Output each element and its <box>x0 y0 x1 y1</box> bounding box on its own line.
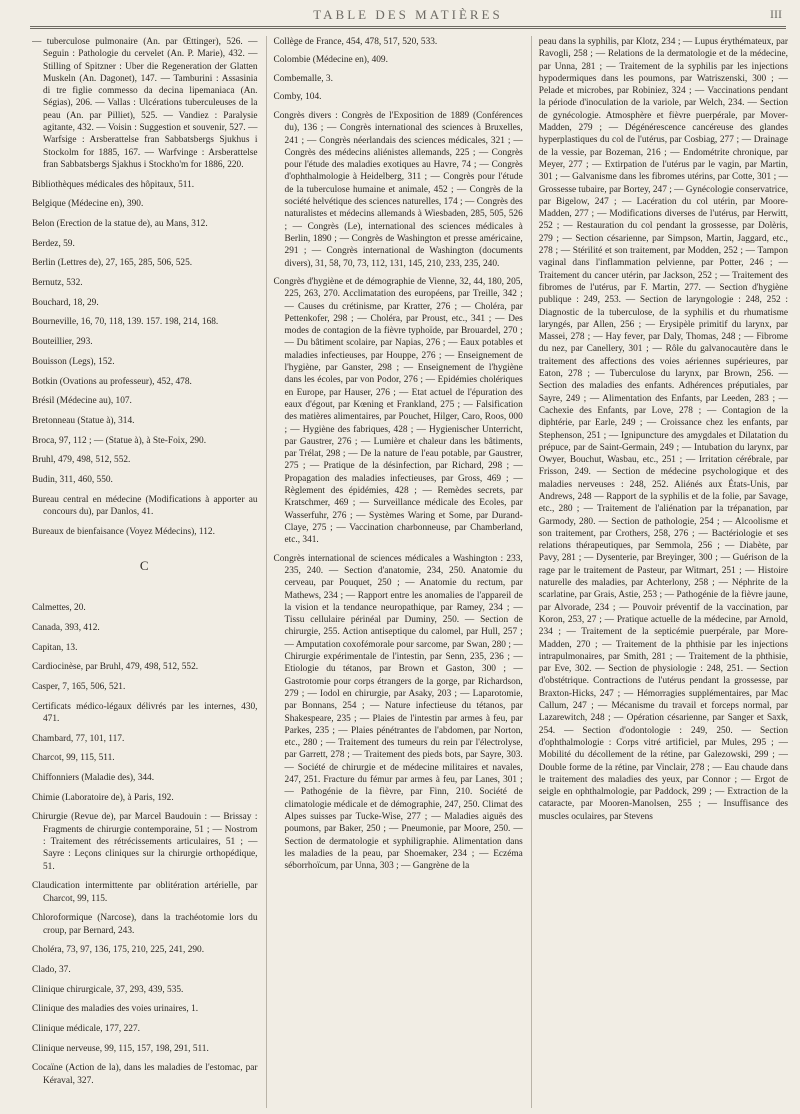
index-entry: Bouchard, 18, 29. <box>32 297 99 308</box>
index-entry: Bourneville, 16, 70, 118, 139. 157. 198, 214, 168. <box>32 317 219 328</box>
index-entry: Canada, 393, 412. <box>32 622 100 633</box>
index-entry: Bureau central en médecine (Modifications à apporter au concours du), par Danlos, 41. <box>32 494 258 517</box>
index-entry: Clinique nerveuse, 99, 115, 157, 198, 291, 511. <box>32 1043 209 1054</box>
right-column <box>531 36 788 1108</box>
index-entry: Capitan, 13. <box>32 642 78 653</box>
index-entry: Botkin (Ovations au professeur), 452, 478. <box>32 376 192 387</box>
index-entry: Bretonneau (Statue à), 314. <box>32 415 135 426</box>
index-entry: Chirurgie (Revue de), par Marcel Baudouin : — Brissay : Fragments de chirurgie contemporaine, 51 ; — Nostrom : Traitement des rétrécissements articulaires, 51 ; — Sayre : Leçons cliniques sur la chirurgie orthopédique, 51. <box>32 812 258 872</box>
index-entry: Clado, 37. <box>32 964 71 975</box>
index-entry: Comby, 104. <box>273 92 322 103</box>
running-header <box>30 4 786 29</box>
index-entry: Congrès divers : Congrès de l'Exposition de 1889 (Conférences du), 136 ; — Congrès international des sciences à Bruxelles, 241 ; — Congrès néerlandais des sciences médicales, 321 ; — Congrès des médecins aliénistes allemands, 225 ; — Congrès pour l'étude des maladies exotiques au Havre, 74 ; — Congrès d'ophthalmologie à Heidelberg, 311 ; — Congrès pour l'étude de la tuberculose humaine et animale, 452 ; — Congrès de la société helvétique des sciences naturelles, 174 ; — Congrès des naturalistes et médecins allemands à Wiesbaden, 285, 505, 526 ; — Congrès (Le), international des sciences médicales à Berlin, 1890 ; — Congrès de Washington et presse américaine, 291 ; — Congrès international de Washington (documents divers), 31, 58, 70, 73, 112, 131, 145, 210, 233, 235, 240. <box>273 110 523 269</box>
index-entry: Broca, 97, 112 ; — (Statue à), à Ste-Foix, 290. <box>32 435 207 446</box>
index-entry: Chiffonniers (Maladie des), 344. <box>32 773 155 784</box>
index-entry: Cocaïne (Action de la), dans les maladies de l'estomac, par Kéraval, 327. <box>32 1063 258 1086</box>
index-entry: Brésil (Médecine au), 107. <box>32 396 132 407</box>
index-entry: Combemalle, 3. <box>273 73 333 84</box>
index-entry: Belon (Erection de la statue de), au Mans, 312. <box>32 219 208 230</box>
index-entry: Berlin (Lettres de), 27, 165, 285, 506, 525. <box>32 258 193 269</box>
index-entry: Certificats médico-légaux délivrés par les internes, 430, 471. <box>32 701 258 724</box>
left-column <box>32 36 258 1108</box>
index-columns <box>32 36 788 1108</box>
index-entry: Charcot, 99, 115, 511. <box>32 753 115 764</box>
index-entry: Chloroformique (Narcose), dans la trachéotomie lors du croup, par Bernard, 243. <box>32 913 258 936</box>
index-entry: Claudication intermittente par oblitération artérielle, par Charcot, 99, 115. <box>32 881 258 904</box>
index-entry: Bruhl, 479, 498, 512, 552. <box>32 455 131 466</box>
index-entry: Bouteillier, 293. <box>32 337 93 348</box>
middle-column <box>266 36 523 1108</box>
index-entry: Cardiocinèse, par Bruhl, 479, 498, 512, 552. <box>32 662 199 673</box>
left-entries-bottom <box>32 602 258 1087</box>
index-entry: Casper, 7, 165, 506, 521. <box>32 681 126 692</box>
index-entry: Calmettes, 20. <box>32 603 86 614</box>
index-entry: — tuberculose pulmonaire (An. par Œttinger), 526. — Seguin : Pathologie du cervelet (An. P. Marie), 432. — Stilling of Spitzner : Uber die Regeneration der Glatten Muskeln (An. Dagonet), 147. — Tamburini : Assasinia di tre figlie commesso da decina lipemaniaca (An. Ségias), 206. — Vallas : Ulcérations tuberculeuses de la peau (An. par Pilliet), 525. — Vandiez : Paralysie agitante, 432. — Voisin : Suggestion et souvenir, 527. — Warfsige : Arsberattelse fran Sabbatsbergs Sjukhus i Stockolm for 1885, 167. — Warfvinge : Arsberattelse fran Sabbatsbergs Sjakhus i Stockho'm for 1886, 220. <box>32 37 258 170</box>
index-entry: peau dans la syphilis, par Klotz, 234 ; — Lupus érythémateux, par Ravogli, 258 ; — Relations de la dermatologie et de la médecine, par Unna, 281 ; — Traitement de la syphilis par les injections hypodermiques dans les poumons, par Watriszenski, 300 ; — Pelade et microbes, par Robiniez, 324 ; — Vaccinations pendant la période d'inoculation de la variole, par Welch, 234. — Section de gynécologie. Atmosphère et fièvre puerpérale, par Mover-Madden, 279 ; — Dégénérescence cancéreuse des glandes hyperplastiques du col de l'utérus, par Cosbiag, 277 ; — Drainage de la vessie, par Bozeman, 216 ; — Endométrite chronique, par Meyer, 277 ; — Extirpation de l'utérus par le vagin, par Martin, 301 ; — Galvanisme dans les fibromes utérins, par Cotte, 301 ; — Grossesse tubaire, par Bortey, 247 ; — Gynécologie conservatrice, par Bigelow, 247 ; — Lacération du col utérin, par Moore-Madden, 277 ; — Modifications diverses de l'utérus, par Herwitt, 252 ; — Restauration du col pendant la grossesse, par Dolèris, 279 ; — Section césarienne, par Simpson, Martin, Jaggard, etc., 278 ; — Stérilité et son traitement, par Modden, 252 ; — Tampon vaginal dans l'inflammation pelvienne, par Potter, 246 ; — Traitement du cancer utérin, par Jackson, 252 ; — Traitement des fibromes de l'utérus, par F. Martin, 277. — Section d'hygiène publique : 249, 253. — Section de laryngologie : 248, 252 : Diagnostic de la tuberculose, de la syphilis et du rhumatisme laryngés, par Allen, 256 ; — Erysipèle primitif du larynx, par Massei, 278 ; — Hay fever, par Daly, Thomas, 248 ; — Fibrome du nez, par Canellery, 301 ; — Rôle du galvanocautère dans le traitement des affections des voies aériennes supérieures, par Eaton, 278 ; — Tuberculose du larynx, par Brown, 256. — Section des maladies des enfants. Adhérences préputiales, par Sayre, 249 ; — Alimentation des Enfants, par Leeden, 283 ; — Cachexie des Enfants, par Love, 278 ; — Contagion de la diphtérie, par Earle, 249 ; — Croissance chez les enfants, par Stephenson, 251 ; — Ignipuncture des amygdales et Dilatation du prépuce, par de Saint-Germain, 249 ; — Intubation du larynx, par Owyer, Bouchut, Wasbau, etc., 251 ; — Irritation cérébrale, par Frisson, 249. — Section de médecine psychologique et des maladies nerveuses : 248, 252. Aliénés aux États-Unis, par Andrews, 248 — Rapport de la syphilis et de la folie, par Savage, etc., 280 ; — Traitement de l'aliénation par la trépanation, par Garmody, 280. — Section de pathologie, 254 ; — Alcoolisme et son traitement, par Crothers, 258, 276 ; — Bactériologie et ses relations thérapeutiques, par Semmola, 256 ; — Diabète, par Pavy, 281 ; — Dysenterie, par Breyinger, 300 ; — Guérison de la rage par le traitement de Pasteur, par Witmart, 251 ; — Histoire naturelle des maladies, par Achterlony, 258 ; — Néphrite de la scarlatine, par Grais, Astie, 253 ; — Pathogénie de la fièvre jaune, par Alvorade, 234 ; — Pouvoir préventif de la vaccination, par Koron, 253, 27 ; — Pratique actuelle de la médecine, par Arnold, 234 ; — Traitement de la septicémie puerpérale, par More-Madden, 270 ; — Traitement de la phthisie par les injections intrapulmonaires, par Smith, 281 ; — Traitement de la phthisie, par Eve, 302. — Section de physiologie : 248, 251. — Section d'obstétrique. Contractions de l'utérus pendant la grossesse, par Braxton-Hicks, 247 ; — Hémorragies supplémentaires, par Mac Callum, 247 ; — Mécanisme du travail et forceps normal, par Lazarewitch, 248 ; — Opération césarienne, par Sanger et Saxk, 254. — Section d'odontologie : 249, 250. — Section d'ophthalmologie : Corps vitré artificiel, par Mules, 295 ; — Mobilité du décollement de la rétine, par Galezowski, 299 ; — Double forme de la rétine, par Vinclair, 278 ; — Eau chaude dans le traitement des maladies des yeux, par Connor ; — Ergot de seigle en ophthalmologie, par Paddock, 299 ; — Extraction de la cataracte, par Mooren-Manolsen, 255 ; — Insuffisance des muscles oculaires, par Stevens <box>538 37 789 822</box>
index-entry: Colombie (Médecine en), 409. <box>273 55 388 66</box>
index-entry: Congrès international de sciences médicales a Washington : 233, 235, 240. — Section d'anatomie, 234, 250. Anatomie du cerveau, par Pouquet, 250 ; — Anatomie du rectum, par Mathews, 234 ; — Rapport entre les anomalies de l'appareil de la vision et la tendance neuropathique, par Ramey, 234 ; — Tissu cellulaire périnéal par Duminy, 250. — Section de chirurgie, 255. Action antiseptique du calomel, par Hull, 257 ; — Amputation coxofémorale pour sarcome, par Swan, 280 ; — Chirurgie expérimentale de l'intestin, par Senn, 235, 236 ; — Etiologie du tétanos, par Brown et Gaston, 300 ; — Gastrotomie pour corps étrangers de la gorge, par Richardson, 279 ; — Iodol en chirurgie, par Asaky, 203 ; — Laparotomie, par Bonnans, 254 ; — Nature infectieuse du tétanos, par Shakespeare, 235 ; — Plaies de l'intestin par armes à feu, par Parkes, 235 ; — Plaies pénétrantes de l'abdomen, par Norton, etc., 280 ; — Traitement des tumeurs du rein par l'électrolyse, par Garrett, 278 ; — Traitement des pieds bots, par Sayre, 303. — Société de chirurgie et de médecine militaires et navales, 247, 251. Fracture du fémur par armes à feu, par Lanes, 301 ; — Pathogénie de la fièvre, par Finn, 210. Société de climatologie médicale et de démographie, 247, 250. Climat des Alpes suisses par Tucke-Wise, 277 ; — Maladies aiguës des poumons, par Baker, 250 ; — Pneumonie, par Moore, 250. — Section de dermatologie et syphiligraphie. Alimentation dans les maladies de la peau, par Shoemaker, 234 ; — Eczéma séborrhoïcum, par Unna, 303 ; — Gangrène de la <box>273 553 523 872</box>
right-entries <box>539 36 788 823</box>
index-entry: Clinique des maladies des voies urinaires, 1. <box>32 1004 199 1015</box>
middle-entries <box>274 36 523 872</box>
index-entry: Bibliothèques médicales des hôpitaux, 511. <box>32 179 195 190</box>
index-entry: Choléra, 73, 97, 136, 175, 210, 225, 241, 290. <box>32 945 205 956</box>
index-entry: Chimie (Laboratoire de), à Paris, 192. <box>32 792 174 803</box>
index-entry: Belgique (Médecine en), 390. <box>32 199 144 210</box>
index-entry: Bouisson (Legs), 152. <box>32 356 115 367</box>
index-entry: Collège de France, 454, 478, 517, 520, 533. <box>273 37 438 47</box>
index-entry: Budin, 311, 460, 550. <box>32 474 113 485</box>
index-entry: Bernutz, 532. <box>32 278 83 289</box>
index-entry: Bureaux de bienfaisance (Voyez Médecins), 112. <box>32 526 215 537</box>
index-entry: Berdez, 59. <box>32 238 75 249</box>
running-title: TABLE DES MATIÈRES <box>313 7 503 22</box>
index-entry: Clinique chirurgicale, 37, 293, 439, 535. <box>32 984 184 995</box>
index-entry: Congrès d'hygiène et de démographie de Vienne, 32, 44, 180, 205, 225, 263, 270. Acclimatation des européens, par Treille, 342 ; — Causes du crétinisme, par Kratter, 276 ; — Choléra, par Pettenkofer, 298 ; — Choléra, par Proust, etc., 341 ; — Des modes de contagion de la fièvre typhoïde, par Brouardel, 270 ; — Du bâtiment scolaire, par Napias, 276 ; — Eaux potables et maladies infectieuses, par Houppe, 276 ; — Enseignement de l'hygiène, par Ganster, 298 ; — Enseignement de l'hygiène dans les écoles, par von Podor, 276 ; — Epidémies cholériques en Europe, par Hauser, 276 ; — Etat actuel de l'épuration des eaux d'égout, par Kœning et Frankland, 275 ; — Falsification des matières alimentaires, par Pouchet, Hilger, Caro, Roos, 000 ; — Hygiène des fabriques, 428 ; — Hygienischer Unterricht, par Gaustrer, 276 ; — Lumière et chaleur dans les bâtiments, par Trélat, 298 ; — De la nature de l'eau potable, par Gaustrer, 275 ; — Pratique de la désinfection, par Richard, 298 ; — Propagation des maladies infectieuses, par Gross, 469 ; — Règlement des épidémies, 428 ; — Remèdes secrets, par Kratschmer, 469 ; — Surveillance médicale des Ecoles, par Wasserfuhr, 276 ; — Systèmes Waring et Some, par Durand-Claye, 275 ; — Vaccination charbonneuse, par Chamberland, etc., 341. <box>273 276 523 546</box>
left-entries-top <box>32 36 258 538</box>
index-entry: Clinique médicale, 177, 227. <box>32 1024 140 1034</box>
index-entry: Chambard, 77, 101, 117. <box>32 733 125 744</box>
page-number: III <box>770 7 782 21</box>
section-letter: C <box>139 557 150 573</box>
